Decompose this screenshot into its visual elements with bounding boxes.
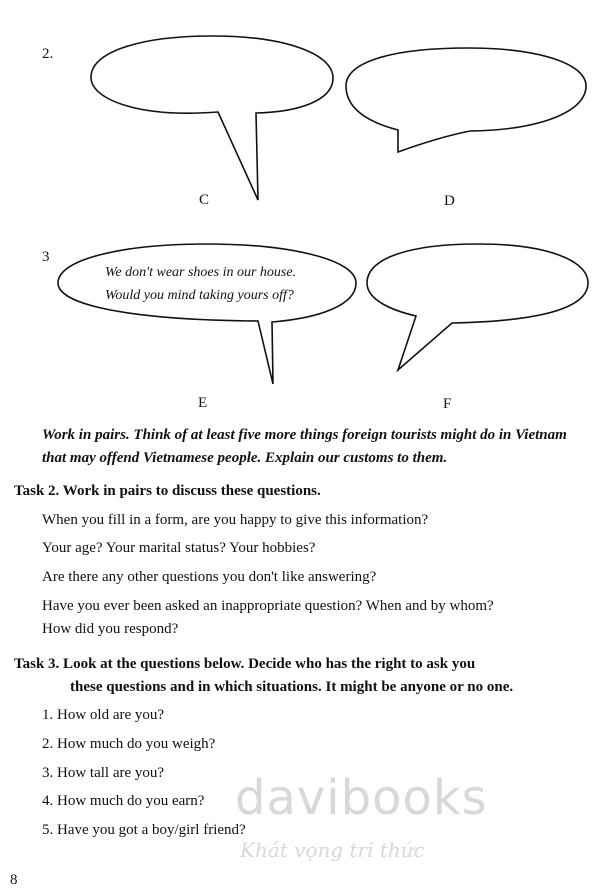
task-2-heading: Task 2. Work in pairs to discuss these questions. <box>14 483 321 499</box>
task-3-question: 2. How much do you weigh? <box>42 736 216 752</box>
bubble-label-f: F <box>443 396 452 412</box>
task-2-question: How did you respond? <box>42 621 179 637</box>
speech-bubble-d <box>346 48 586 152</box>
bubble-e-line-1: We don't wear shoes in our house. <box>105 265 297 280</box>
pair-work-instruction: Work in pairs. Think of at least five more things foreign tourists might do in Vietnam that may offend Vietnamese people. Explain our customs to them. <box>42 427 567 466</box>
task-2-question: Your age? Your marital status? Your hobbies? <box>42 540 316 556</box>
section-2-number: 2. <box>42 46 54 62</box>
task-3-question: 3. How tall are you? <box>42 765 165 781</box>
task-2-question: Have you ever been asked an inappropriate question? When and by whom? <box>42 598 494 614</box>
task-3-heading-line-1: Task 3. Look at the questions below. Decide who has the right to ask you <box>14 656 476 672</box>
speech-bubbles <box>0 0 600 420</box>
bubble-label-d: D <box>444 193 455 209</box>
section-3-number: 3 <box>42 249 50 265</box>
watermark-brand: davibooks <box>235 770 488 826</box>
speech-bubble-c <box>91 36 333 200</box>
task-3-question: 4. How much do you earn? <box>42 793 205 809</box>
task-3-question: 5. Have you got a boy/girl friend? <box>42 822 246 838</box>
task-2-question: When you fill in a form, are you happy to give this information? <box>42 512 429 528</box>
bubble-e-line-2: Would you mind taking yours off? <box>105 288 294 303</box>
task-3-question: 1. How old are you? <box>42 707 165 723</box>
bubble-label-c: C <box>199 192 210 208</box>
page-number: 8 <box>10 872 18 888</box>
task-3-heading-line-2: these questions and in which situations. It might be anyone or no one. <box>70 679 514 695</box>
bubble-label-e: E <box>198 395 208 411</box>
task-2-question: Are there any other questions you don't like answering? <box>42 569 377 585</box>
speech-bubble-f <box>367 244 588 370</box>
watermark-tagline: Khát vọng tri thức <box>240 838 425 862</box>
